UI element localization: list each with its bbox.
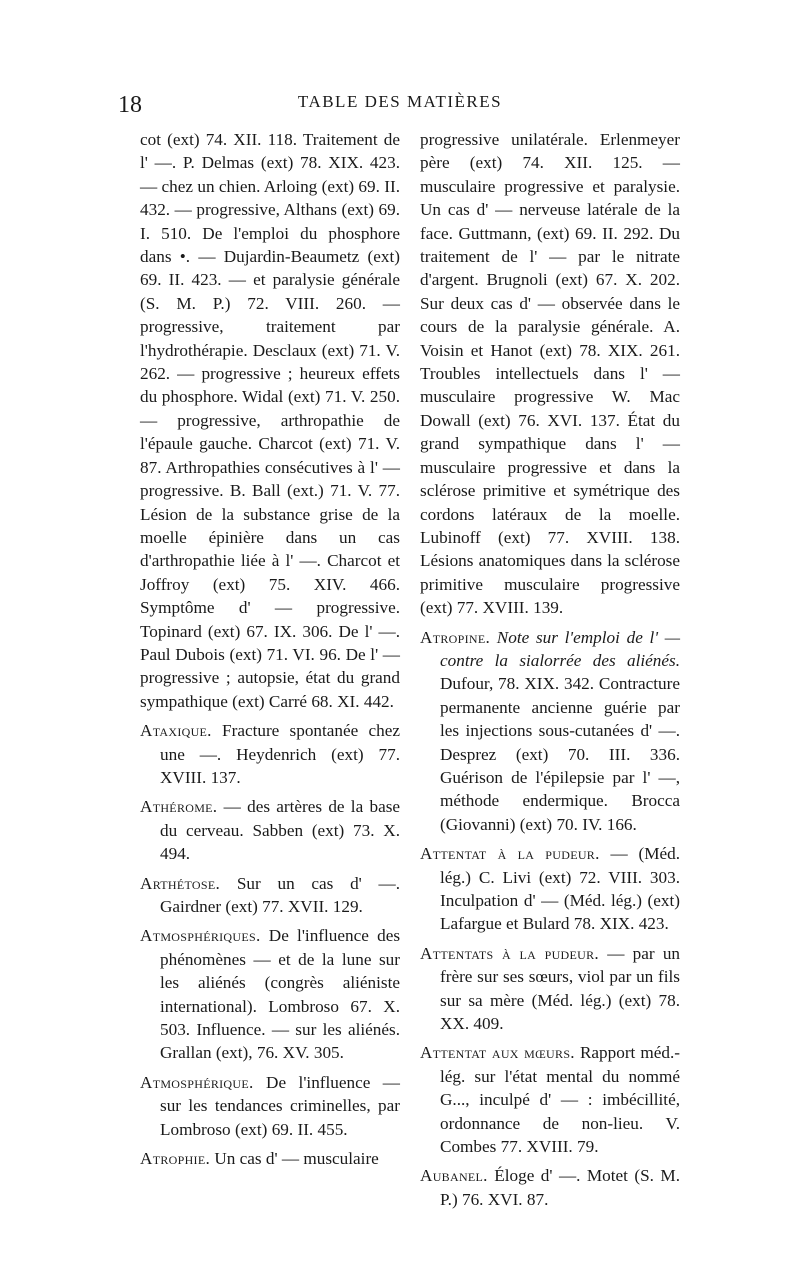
entry-text: De l'influence des phénomènes — et de la lune sur les aliénés (congrès aliéniste international). Lombroso 67. X. 503. Influence. — sur les aliénés. Grallan (ext), 76. XV. 305. bbox=[160, 926, 401, 1063]
index-entry bbox=[140, 719, 400, 789]
index-entry bbox=[140, 924, 400, 1064]
entry-heading: Arthétose. bbox=[140, 873, 221, 893]
index-entry bbox=[140, 872, 400, 919]
index-entry bbox=[420, 942, 680, 1036]
entry-text: — par un frère sur ses sœurs, viol par un fils sur sa mère (Méd. lég.) (ext) 78. XX. 409. bbox=[440, 943, 681, 1034]
index-entry bbox=[420, 1164, 680, 1211]
entry-text: Rapport méd.-lég. sur l'état mental du nommé G..., inculpé d' — : imbécillité, ordonnance de non-lieu. V. Combes 77. XVIII. 79. bbox=[440, 1043, 680, 1157]
index-entry bbox=[140, 128, 400, 713]
entry-heading: Aubanel. bbox=[420, 1166, 488, 1186]
entry-heading: Athérome. bbox=[140, 797, 218, 817]
index-entry bbox=[140, 1147, 400, 1170]
entry-heading: Attentat à la pudeur. bbox=[420, 844, 600, 864]
entry-text: cot (ext) 74. XII. 118. Traitement de l' —. P. Delmas (ext) 78. XIX. 423. — chez un chien. Arloing (ext) 69. II. 432. — progressive, Althans (ext) 69. I. 510. De l'emploi du phosphore dans •. — Dujardin-Beaumetz (ext) 69. II. 423. — et paralysie générale (S. M. P.) 72. VIII. 260. — progressive, traitement par l'hydrothérapie. Desclaux (ext) 71. V. 262. — progressive ; heureux effets du phosphore. Widal (ext) 71. V. 250. — progressive, arthropathie de l'épaule gauche. Charcot (ext) 71. V. 87. Arthropathies consécutives à l' — progressive. B. Ball (ext.) 71. V. 77. Lésion de la substance grise de la moelle épinière dans un cas d'arthropathie liée à l' —. Charcot et Joffroy (ext) 75. XIV. 466. Symptôme d' — progressive. Topinard (ext) 67. IX. 306. De l' —. Paul Dubois (ext) 71. VI. 96. De l' — progressive ; autopsie, état du grand sympathique (ext) Carré 68. XI. 442. bbox=[140, 130, 400, 711]
entry-heading: Atmosphériques. bbox=[140, 926, 261, 946]
entry-heading: Attentat aux mœurs. bbox=[420, 1043, 575, 1063]
entry-heading: Ataxique. bbox=[140, 721, 212, 741]
entry-text: — des artères de la base du cerveau. Sabben (ext) 73. X. 494. bbox=[160, 797, 401, 864]
entry-text: Sur un cas d' —. Gairdner (ext) 77. XVII. 129. bbox=[160, 873, 401, 916]
right-column bbox=[420, 128, 680, 1217]
entry-heading: Attentats à la pudeur. bbox=[420, 943, 600, 963]
index-entry bbox=[140, 1071, 400, 1141]
page-number: 18 bbox=[118, 92, 142, 118]
entry-text: De l'influence — sur les tendances criminelles, par Lombroso (ext) 69. II. 455. bbox=[160, 1072, 400, 1139]
index-entry bbox=[420, 1041, 680, 1158]
entry-text: Dufour, 78. XIX. 342. Contracture permanente ancienne guérie par les injections sous-cutanées d' —. Desprez (ext) 70. III. 336. Guérison de l'épilepsie par l' —, méthode endermique. Brocca (Giovanni) (ext) 70. IV. 166. bbox=[440, 674, 680, 834]
entry-text: Fracture spontanée chez une —. Heydenrich (ext) 77. XVIII. 137. bbox=[160, 721, 400, 787]
entry-text: Un cas d' — musculaire bbox=[214, 1149, 379, 1169]
entry-italic-title: Note sur l'emploi de l' — contre la sialorrée des aliénés. bbox=[440, 627, 680, 670]
entry-text: progressive unilatérale. Erlenmeyer père (ext) 74. XII. 125. — musculaire progressive et paralysie. Un cas d' — nerveuse latérale de la face. Guttmann, (ext) 69. II. 292. Du traitement de l' — par le nitrate d'argent. Brugnoli (ext) 67. X. 202. Sur deux cas d' — observée dans le cours de la paralysie générale. A. Voisin et Hanot (ext) 78. XIX. 261. Troubles intellectuels dans l' — musculaire progressive W. Mac Dowall (ext) 76. XVI. 137. État du grand sympathique dans l' — musculaire progressive et dans la sclérose primitive et symétrique des cordons latéraux de la moelle. Lubinoff (ext) 77. XVIII. 138. Lésions anatomiques dans la sclérose primitive musculaire progressive (ext) 77. XVIII. 139. bbox=[420, 130, 680, 618]
entry-text: — (Méd. lég.) C. Livi (ext) 72. VIII. 303. Inculpation d' — (Méd. lég.) (ext) Lafargue et Bulard 78. XIX. 423. bbox=[440, 844, 680, 934]
index-entry bbox=[420, 128, 680, 620]
entry-heading: Atmosphérique. bbox=[140, 1072, 254, 1092]
entry-heading: Atropine. bbox=[420, 627, 491, 647]
running-head: TABLE DES MATIÈRES bbox=[297, 92, 503, 111]
entry-text: Éloge d' —. Motet (S. M. P.) 76. XVI. 87. bbox=[440, 1166, 681, 1209]
left-column bbox=[140, 128, 400, 1176]
entry-heading: Atrophie. bbox=[140, 1149, 211, 1169]
index-entry bbox=[420, 626, 680, 837]
index-entry bbox=[420, 842, 680, 936]
index-entry bbox=[140, 795, 400, 865]
